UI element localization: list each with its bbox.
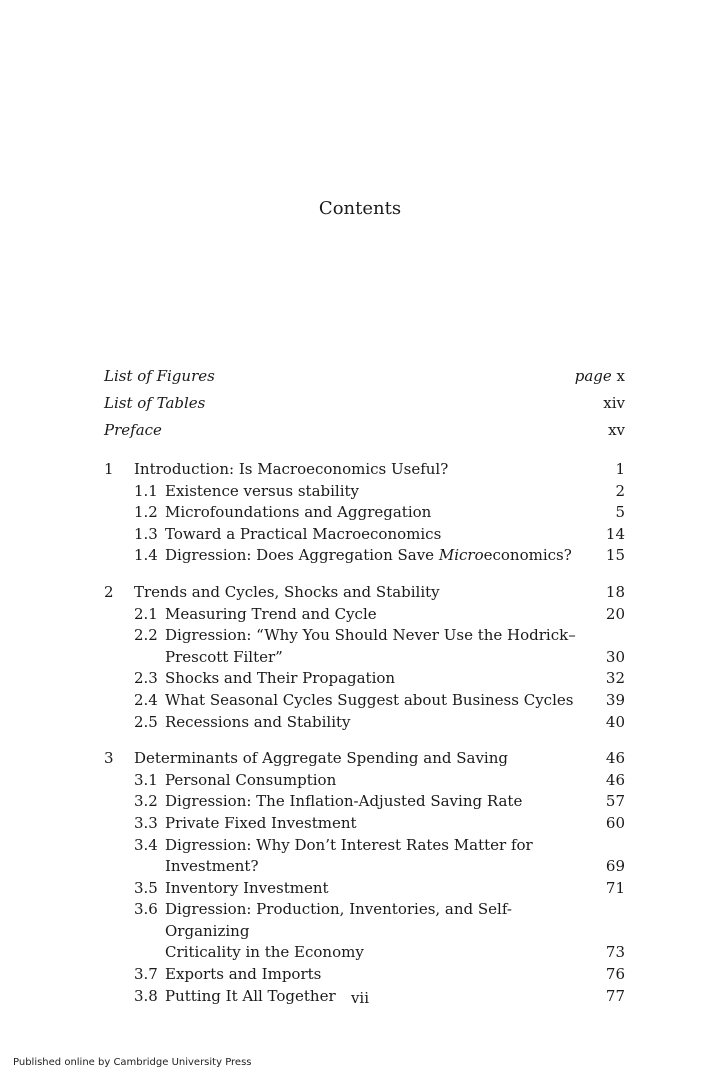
toc-section-heading [134, 964, 321, 986]
toc-entry-title: List of Figures [104, 367, 215, 385]
toc-page-number: 46 [605, 749, 625, 768]
toc-section-heading [134, 813, 357, 835]
toc-front-entry[interactable] [104, 417, 625, 444]
section-title: Personal Consumption [165, 770, 337, 789]
publisher-footer: Published online by Cambridge University Press [13, 1057, 252, 1068]
section-title: What Seasonal Cycles Suggest about Business Cycles [165, 690, 574, 709]
toc-page-number: 20 [605, 604, 625, 623]
section-title: Digression: The Inflation-Adjusted Saving Rate [165, 792, 523, 811]
toc-section-heading [134, 545, 572, 567]
section-title: Inventory Investment [165, 878, 329, 897]
section-title: Digression: Does Aggregation Save Microeconomics? [165, 546, 572, 565]
toc-section-heading [134, 668, 395, 690]
toc-section-entry[interactable] [104, 878, 625, 900]
toc-page-number: 18 [605, 582, 625, 601]
toc-page-number: 32 [605, 669, 625, 688]
chapter-title: Determinants of Aggregate Spending and Saving [134, 749, 508, 768]
toc-section-heading [134, 770, 336, 792]
section-title: Toward a Practical Macroeconomics [165, 524, 442, 543]
section-number: 3.4 [134, 835, 158, 854]
toc-page-number: 5 [615, 503, 625, 522]
section-title: Digression: “Why You Should Never Use the Hodrick– Prescott Filter” [165, 626, 576, 666]
section-title: Digression: Production, Inventories, and Self-Organizing Criticality in the Economy [165, 900, 512, 962]
toc-section-entry[interactable] [104, 604, 625, 626]
toc-section-entry[interactable] [104, 668, 625, 690]
toc-page-number: xv [608, 421, 625, 439]
section-gap [104, 733, 625, 748]
page-prefix: page [574, 367, 612, 385]
toc-page-number: 46 [605, 770, 625, 789]
toc-page-number: 71 [605, 878, 625, 897]
toc-page-number: 77 [605, 986, 625, 1005]
toc-section-entry[interactable] [104, 625, 625, 668]
section-title: Exports and Imports [165, 965, 322, 984]
toc-section-entry[interactable] [104, 791, 625, 813]
toc-section-entry[interactable] [104, 481, 625, 503]
toc-section-heading [134, 899, 585, 964]
section-title: Shocks and Their Propagation [165, 669, 396, 688]
toc-section-entry[interactable] [104, 964, 625, 986]
section-title: Putting It All Together [165, 986, 336, 1005]
section-number: 3.6 [134, 900, 158, 919]
toc-section-heading [134, 878, 329, 900]
chapter-title: Trends and Cycles, Shocks and Stability [134, 582, 440, 601]
toc-page-number: 57 [605, 792, 625, 811]
toc-chapter-entry[interactable] [104, 748, 625, 770]
toc-section-heading [134, 791, 522, 813]
toc-section-entry[interactable] [104, 502, 625, 524]
section-number: 3.7 [134, 965, 158, 984]
toc-chapter-heading [104, 582, 440, 604]
toc-page-number: 76 [605, 965, 625, 984]
toc-section-entry[interactable] [104, 545, 625, 567]
section-title: Microfoundations and Aggregation [165, 503, 432, 522]
toc-section-entry[interactable] [104, 899, 625, 964]
toc-page-number: 73 [605, 943, 625, 962]
section-gap [104, 444, 625, 459]
section-number: 3.5 [134, 878, 158, 897]
toc-section-entry[interactable] [104, 712, 625, 734]
toc-page-number: 60 [605, 813, 625, 832]
section-number: 2.4 [134, 690, 158, 709]
section-number: 2.1 [134, 604, 158, 623]
toc-page-number: 15 [605, 546, 625, 565]
toc-chapter-entry[interactable] [104, 582, 625, 604]
section-gap [104, 567, 625, 582]
chapter-number: 2 [104, 582, 114, 601]
toc-chapter-entry[interactable] [104, 459, 625, 481]
toc-chapter-heading [104, 748, 508, 770]
toc-section-entry[interactable] [104, 524, 625, 546]
section-number: 1.2 [134, 503, 158, 522]
toc-front-entry[interactable] [104, 390, 625, 417]
toc-section-heading [134, 712, 351, 734]
toc-section-entry[interactable] [104, 813, 625, 835]
toc-page-number: 69 [605, 857, 625, 876]
toc-entry-title: Preface [104, 421, 162, 439]
table-of-contents [104, 363, 625, 1007]
section-number: 1.1 [134, 481, 158, 500]
toc-section-heading [134, 835, 585, 878]
section-title: Existence versus stability [165, 481, 360, 500]
toc-page-number: 39 [605, 690, 625, 709]
page-title: Contents [318, 198, 402, 219]
chapter-title: Introduction: Is Macroeconomics Useful? [134, 460, 449, 478]
toc-section-entry[interactable] [104, 770, 625, 792]
toc-section-entry[interactable] [104, 835, 625, 878]
section-number: 3.2 [134, 792, 158, 811]
section-number: 2.2 [134, 626, 158, 645]
toc-page-number: 40 [605, 712, 625, 731]
section-number: 3.1 [134, 770, 158, 789]
toc-section-heading [134, 690, 573, 712]
section-title: Measuring Trend and Cycle [165, 604, 377, 623]
section-title: Recessions and Stability [165, 712, 351, 731]
toc-page-number: 14 [605, 524, 625, 543]
toc-front-entry[interactable] [104, 363, 625, 390]
toc-section-heading [134, 502, 431, 524]
section-number: 2.5 [134, 712, 158, 731]
toc-entry-title: List of Tables [104, 394, 206, 412]
section-title: Private Fixed Investment [165, 813, 357, 832]
section-title: Digression: Why Don’t Interest Rates Matter for Investment? [165, 835, 533, 876]
toc-chapter-heading [104, 459, 448, 481]
chapter-number: 3 [104, 749, 114, 768]
toc-section-heading [134, 524, 441, 546]
section-number: 3.3 [134, 813, 158, 832]
toc-section-entry[interactable] [104, 690, 625, 712]
toc-section-heading [134, 625, 576, 668]
chapter-number: 1 [104, 460, 114, 478]
toc-page-number: 30 [605, 647, 625, 666]
toc-section-heading [134, 604, 377, 626]
section-number: 3.8 [134, 986, 158, 1005]
toc-page-number: page x [574, 367, 625, 385]
toc-section-heading [134, 481, 359, 503]
section-number: 1.3 [134, 524, 158, 543]
section-number: 2.3 [134, 669, 158, 688]
toc-page-number: xiv [603, 394, 625, 412]
page-number: vii [350, 989, 370, 1007]
section-number: 1.4 [134, 546, 158, 565]
toc-page-number: 1 [615, 460, 625, 478]
toc-page-number: 2 [615, 481, 625, 500]
